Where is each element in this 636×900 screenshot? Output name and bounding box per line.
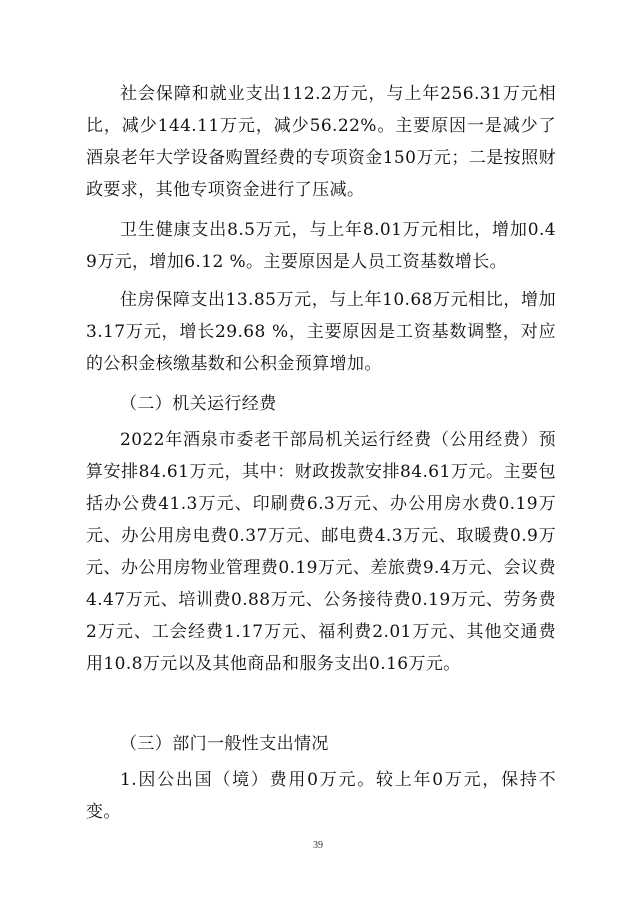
section-heading-general-expenses: （三）部门一般性支出情况 — [120, 734, 329, 754]
paragraph-social-security: 社会保障和就业支出112.2万元，与上年256.31万元相比，减少144.11万元，减少56.22%。主要原因一是减少了酒泉老年大学设备购置经费的专项资金150万元；二是按照财政要求，其他专项资金进行了压减。 — [86, 84, 556, 200]
section-heading-operating-costs: （二）机关运行经费 — [120, 394, 277, 414]
paragraph-overseas-travel: 1.因公出国（境）费用0万元。较上年0万元，保持不变。 — [86, 770, 556, 822]
paragraph-operating-costs: 2022年酒泉市委老干部局机关运行经费（公用经费）预算安排84.61万元，其中：财政拨款安排84.61万元。主要包括办公费41.3万元、印刷费6.3万元、办公用房水费0.19万元、办公用房电费0.37万元、邮电费4.3万元、取暖费0.9万元、办公用房物业管理费0.19万元、差旅费9.4万元、会议费4.47万元、培训费0.88万元、公务接待费0.19万元、劳务费2万元、工会经费1.17万元、福利费2.01万元、其他交通费用10.8万元以及其他商品和服务支出0.16万元。 — [86, 430, 556, 674]
paragraph-health: 卫生健康支出8.5万元，与上年8.01万元相比，增加0.49万元，增加6.12 %。主要原因是人员工资基数增长。 — [86, 220, 556, 272]
paragraph-housing: 住房保障支出13.85万元，与上年10.68万元相比，增加3.17万元，增长29.68 %，主要原因是工资基数调整，对应的公积金核缴基数和公积金预算增加。 — [86, 290, 556, 374]
page-number: 39 — [313, 840, 323, 851]
